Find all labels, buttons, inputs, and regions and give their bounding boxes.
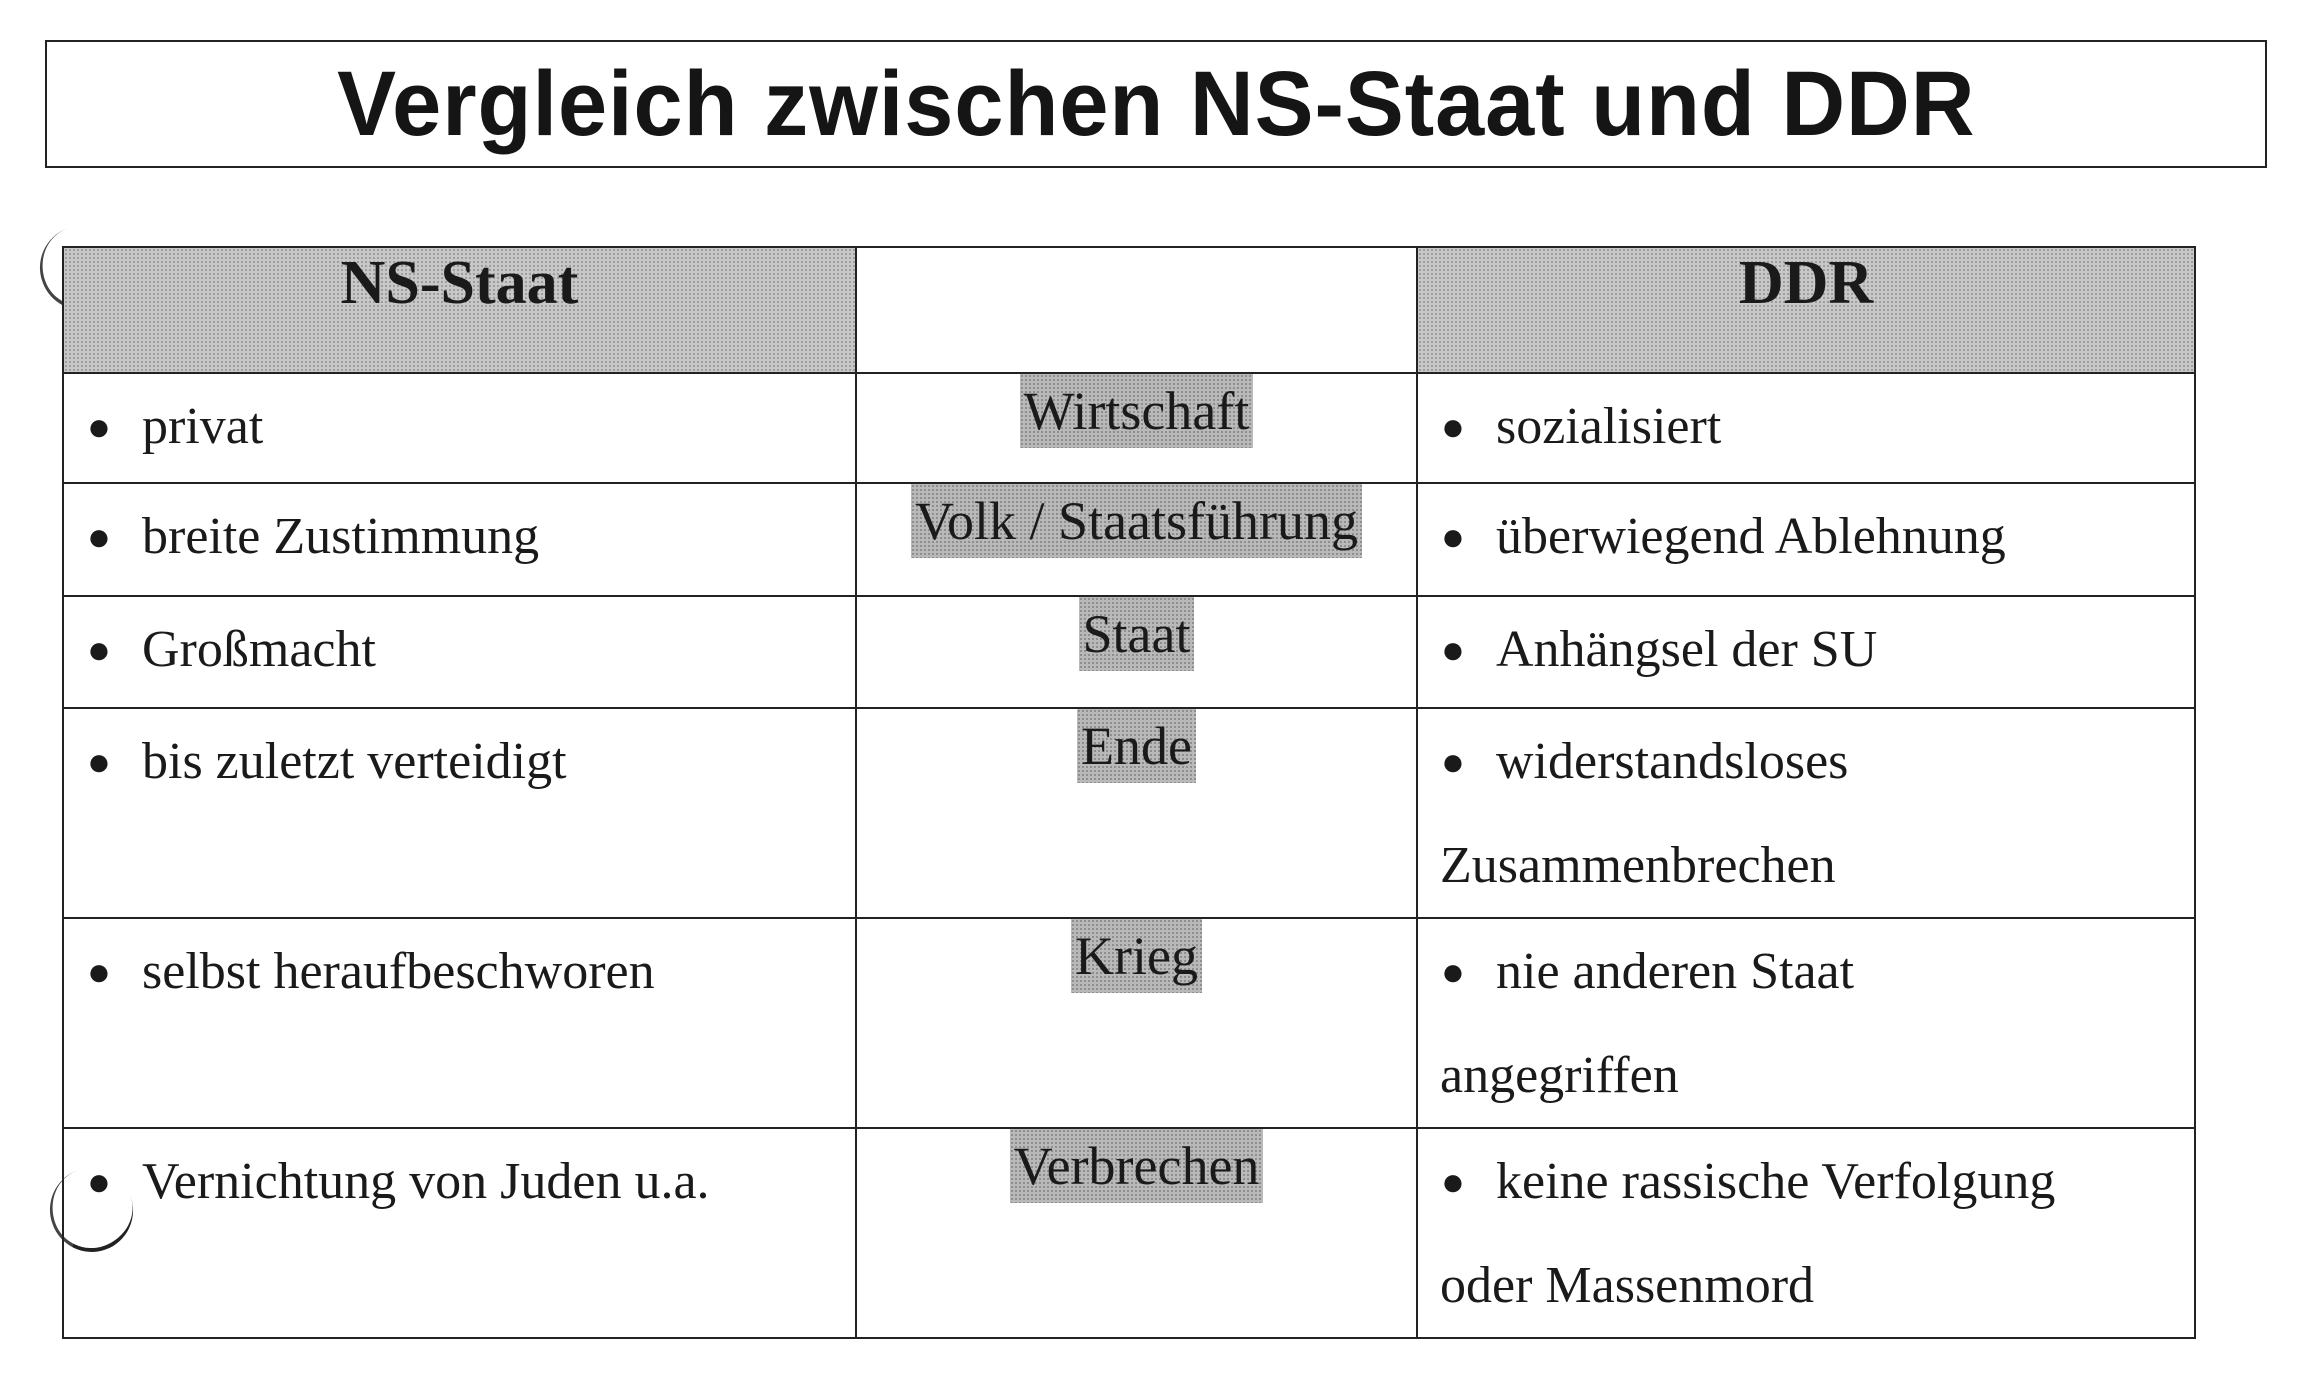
- table-row: [63, 1128, 2195, 1338]
- ns-cell: [63, 373, 856, 483]
- ns-text: Vernichtung von Juden u.a.: [142, 1153, 710, 1210]
- bullet-icon: ●: [1440, 514, 1466, 559]
- category-label: Ende: [1077, 709, 1196, 783]
- category-cell: [856, 596, 1417, 708]
- category-label: Verbrechen: [1010, 1129, 1264, 1203]
- header-ddr: DDR: [1417, 247, 2195, 373]
- table-row: [63, 918, 2195, 1128]
- bullet-icon: ●: [1440, 1159, 1466, 1204]
- ddr-cell: [1417, 1128, 2195, 1338]
- ns-cell: [63, 918, 856, 1128]
- header-category: [856, 247, 1417, 373]
- ns-text: bis zuletzt verteidigt: [142, 733, 567, 790]
- ddr-cell: [1417, 596, 2195, 708]
- category-cell: [856, 1128, 1417, 1338]
- ns-text: selbst heraufbeschworen: [142, 943, 655, 1000]
- ns-cell: [63, 1128, 856, 1338]
- bullet-icon: ●: [1440, 949, 1466, 994]
- ddr-text: keine rassische Verfolgung: [1496, 1153, 2056, 1210]
- table-header-row: [63, 247, 2195, 373]
- bullet-icon: ●: [86, 514, 112, 559]
- table-row: [63, 596, 2195, 708]
- table-row: [63, 373, 2195, 483]
- ddr-text: sozialisiert: [1496, 398, 1722, 455]
- comparison-table: [62, 246, 2196, 1339]
- ns-cell: [63, 483, 856, 596]
- title-box: [45, 40, 2267, 168]
- ddr-text: Anhängsel der SU: [1496, 621, 1878, 678]
- category-cell: [856, 918, 1417, 1128]
- category-cell: [856, 708, 1417, 918]
- page-title: Vergleich zwischen NS-Staat und DDR: [336, 52, 1976, 155]
- category-cell: [856, 373, 1417, 483]
- category-label: Volk / Staatsführung: [911, 484, 1362, 558]
- bullet-icon: ●: [86, 1159, 112, 1204]
- bullet-icon: ●: [86, 949, 112, 994]
- ddr-text: widerstandsloses: [1496, 733, 1849, 790]
- ddr-cell: [1417, 483, 2195, 596]
- table-row: [63, 483, 2195, 596]
- ddr-cell: [1417, 373, 2195, 483]
- ns-text: breite Zustimmung: [142, 508, 540, 565]
- ddr-cell: [1417, 708, 2195, 918]
- category-cell: [856, 483, 1417, 596]
- ddr-text: nie anderen Staat: [1496, 943, 1855, 1000]
- ddr-text-continued: oder Massenmord: [1440, 1257, 1815, 1314]
- ns-cell: [63, 708, 856, 918]
- ddr-cell: [1417, 918, 2195, 1128]
- ddr-text-continued: Zusammenbrechen: [1440, 837, 1836, 894]
- category-label: Krieg: [1071, 919, 1202, 993]
- header-ns-staat: NS-Staat: [63, 247, 856, 373]
- bullet-icon: ●: [86, 739, 112, 784]
- ns-text: privat: [142, 398, 264, 455]
- bullet-icon: ●: [1440, 404, 1466, 449]
- bullet-icon: ●: [1440, 627, 1466, 672]
- ns-text: Großmacht: [142, 621, 376, 678]
- table-row: [63, 708, 2195, 918]
- ddr-text: überwiegend Ablehnung: [1496, 508, 2006, 565]
- ns-cell: [63, 596, 856, 708]
- category-label: Wirtschaft: [1020, 374, 1254, 448]
- bullet-icon: ●: [86, 627, 112, 672]
- bullet-icon: ●: [1440, 739, 1466, 784]
- bullet-icon: ●: [86, 404, 112, 449]
- ddr-text-continued: angegriffen: [1440, 1047, 1679, 1104]
- category-label: Staat: [1079, 597, 1195, 671]
